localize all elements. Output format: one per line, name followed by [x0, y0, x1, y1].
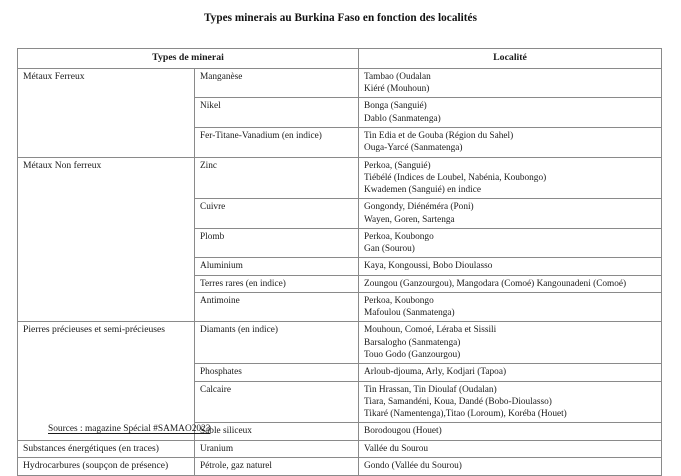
mineral-cell: Aluminium [195, 258, 359, 275]
mineral-table [17, 48, 662, 476]
mineral-cell: Uranium [195, 440, 359, 458]
table-row [18, 68, 662, 98]
table-row [18, 458, 662, 476]
locality-line: Borodougou (Houet) [364, 426, 442, 437]
mineral-cell: Phosphates [195, 364, 359, 381]
locality-line: Arloub-djouma, Arly, Kodjari (Tapoa) [364, 367, 507, 378]
locality-line: Vallée du Sourou [364, 443, 429, 454]
locality-line: Kaya, Kongoussi, Bobo Dioulasso [364, 261, 493, 272]
locality-line: Perkoa, (Sanguié) [364, 160, 431, 171]
table-header [18, 49, 662, 69]
locality-line: Tikaré (Namentenga),Titao (Loroum), Koréba (Houet) [364, 409, 567, 420]
mineral-cell: Cuivre [195, 199, 359, 229]
locality-line: Gondo (Vallée du Sourou) [364, 461, 462, 472]
locality-line: Tin Edia et de Gouba (Région du Sahel) [364, 130, 514, 141]
category-cell: Hydrocarbures (soupçon de présence) [18, 458, 195, 476]
category-cell: Substances énergétiques (en traces) [18, 440, 195, 458]
locality-line: Perkoa, Koubongo [364, 231, 434, 242]
page-title: Types minerais au Burkina Faso en fonction des localités [204, 12, 477, 24]
locality-cell [359, 199, 662, 229]
locality-cell [359, 98, 662, 128]
locality-line: Kiéré (Mouhoun) [364, 84, 430, 95]
mineral-cell: Calcaire [195, 381, 359, 423]
mineral-cell: Sable siliceux [195, 423, 359, 440]
mineral-cell: Terres rares (en indice) [195, 275, 359, 292]
locality-line: Bonga (Sanguié) [364, 101, 427, 112]
locality-cell [359, 258, 662, 275]
mineral-cell: Nikel [195, 98, 359, 128]
locality-line: Tambao (Oudalan [364, 71, 431, 82]
mineral-cell: Antimoine [195, 292, 359, 322]
locality-line: Dablo (Sanmatenga) [364, 113, 441, 124]
locality-cell [359, 292, 662, 322]
locality-cell [359, 440, 662, 458]
locality-line: Gan (Sourou) [364, 244, 415, 255]
document-page [0, 12, 681, 472]
table-header-row [18, 49, 662, 69]
category-cell: Métaux Non ferreux [18, 157, 195, 322]
category-cell: Métaux Ferreux [18, 68, 195, 157]
mineral-cell: Zinc [195, 157, 359, 199]
locality-line: Tin Hrassan, Tin Dioulaf (Oudalan) [364, 384, 497, 395]
locality-cell [359, 458, 662, 476]
locality-line: Perkoa, Koubongo [364, 295, 434, 306]
table-row [18, 322, 662, 364]
locality-line: Kwademen (Sanguié) en indice [364, 185, 481, 196]
mineral-table-container [17, 48, 661, 476]
category-cell: Pierres précieuses et semi-précieuses [18, 322, 195, 440]
locality-cell [359, 68, 662, 98]
locality-line: Gongondy, Diénéméra (Poni) [364, 202, 474, 213]
sources-note [48, 424, 210, 434]
locality-line: Tiara, Samandéni, Koua, Dandé (Bobo-Dioulasso) [364, 396, 552, 407]
column-header-localite: Localité [359, 49, 662, 69]
locality-line: Barsalogho (Sanmatenga) [364, 337, 461, 348]
locality-line: Zoungou (Ganzourgou), Mangodara (Comoé) Kangounadeni (Comoé) [364, 278, 627, 289]
locality-cell [359, 322, 662, 364]
table-row [18, 440, 662, 458]
mineral-cell: Pétrole, gaz naturel [195, 458, 359, 476]
mineral-cell: Fer-Titane-Vanadium (en indice) [195, 127, 359, 157]
locality-line: Mafoulou (Sanmatenga) [364, 308, 455, 319]
locality-line: Tiébélé (Indices de Loubel, Nabénia, Koubongo) [364, 172, 547, 183]
table-row [18, 157, 662, 199]
locality-line: Touo Godo (Ganzourgou) [364, 349, 461, 360]
locality-line: Ouga-Yarcé (Sanmatenga) [364, 143, 463, 154]
mineral-cell: Manganèse [195, 68, 359, 98]
locality-cell [359, 364, 662, 381]
column-header-minerai: Types de minerai [18, 49, 359, 69]
locality-cell [359, 275, 662, 292]
locality-line: Wayen, Goren, Sartenga [364, 214, 455, 225]
locality-cell [359, 381, 662, 423]
locality-line: Mouhoun, Comoé, Léraba et Sissili [364, 325, 497, 336]
locality-cell [359, 127, 662, 157]
mineral-cell: Diamants (en indice) [195, 322, 359, 364]
locality-cell [359, 228, 662, 258]
mineral-cell: Plomb [195, 228, 359, 258]
locality-cell [359, 423, 662, 440]
locality-cell [359, 157, 662, 199]
sources-label: Sources : magazine Spécial #SAMAO2023 [48, 424, 211, 434]
table-body [18, 68, 662, 475]
